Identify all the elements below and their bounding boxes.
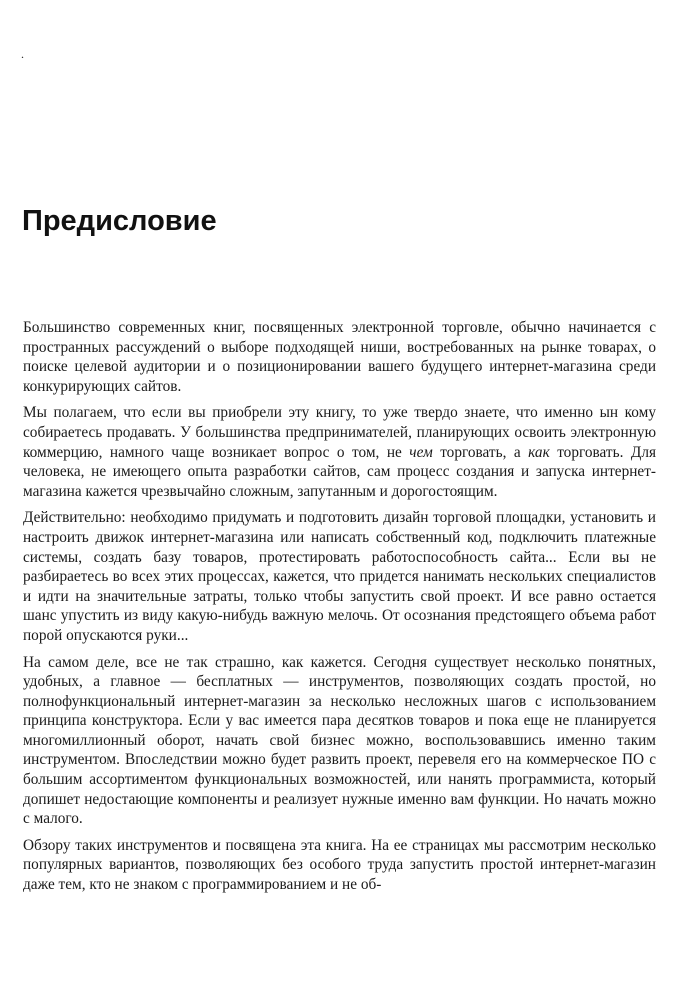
chapter-title: Предисловие [22,205,217,237]
emphasis-what: чем [409,443,433,461]
paragraph-5: Обзору таких инструментов и посвящена эта книга. На ее страницах мы рассмотрим несколько популярных вариантов, позволяющих без особого труда запустить простой интернет-магазин даже тем, кто не знаком с программированием и не об- [23,836,656,894]
paragraph-2-part-2: торговать, а [432,443,529,461]
paragraph-2 [23,403,656,501]
corner-mark: . [21,47,24,61]
paragraph-2-part-3: торговать. Для человека, не имеющего опыта разработки сайтов, сам процесс создания и запуска интернет-магазина кажется чрезвычайно сложным, запутанным и дорогостоящим. [23,443,656,500]
emphasis-how: как [528,443,550,461]
body-text [23,318,656,902]
paragraph-2-part-1: Мы полагаем, что если вы приобрели эту книгу, то уже твердо знаете, что именно ын кому собираетесь продавать. У большинства предпринимателей, планирующих освоить электронную коммерцию, намного чаще возникает вопрос о том, не [23,404,656,461]
paragraph-3: Действительно: необходимо придумать и подготовить дизайн торговой площадки, установить и настроить движок интернет-магазина или написать собственный код, подключить платежные системы, создать базу товаров, протестировать работоспособность сайта... Если вы не разбираетесь во всех этих процессах, кажется, что придется нанимать нескольких специалистов и идти на значительные затраты, только чтобы запустить свой проект. И все равно остается шанс упустить из виду какую-нибудь важную мелочь. От осознания предстоящего объема работ порой опускаются руки... [23,509,656,644]
paragraph-4: На самом деле, все не так страшно, как кажется. Сегодня существует несколько понятных, удобных, а главное — бесплатных — инструментов, позволяющих создать простой, но полнофункциональный интернет-магазин за несколько несложных шагов с использованием принципа конструктора. Если у вас имеется пара десятков товаров и пока еще не планируется многомиллионный оборот, начать свой бизнес можно, воспользовавшись именно таким инструментом. Впоследствии можно будет развить проект, перевеля его на коммерческое ПО с большим ассортиментом функциональных возможностей, или нанять программиста, который допишет недостающие компоненты и реализует нужные именно вам функции. Но начать можно с малого. [23,653,656,828]
paragraph-1: Большинство современных книг, посвященных электронной торговле, обычно начинается с пространных рассуждений о выборе подходящей ниши, востребованных на рынке товарах, о поиске целевой аудитории и о позиционировании вашего будущего интернет-магазина среди конкурирующих сайтов. [23,319,656,395]
